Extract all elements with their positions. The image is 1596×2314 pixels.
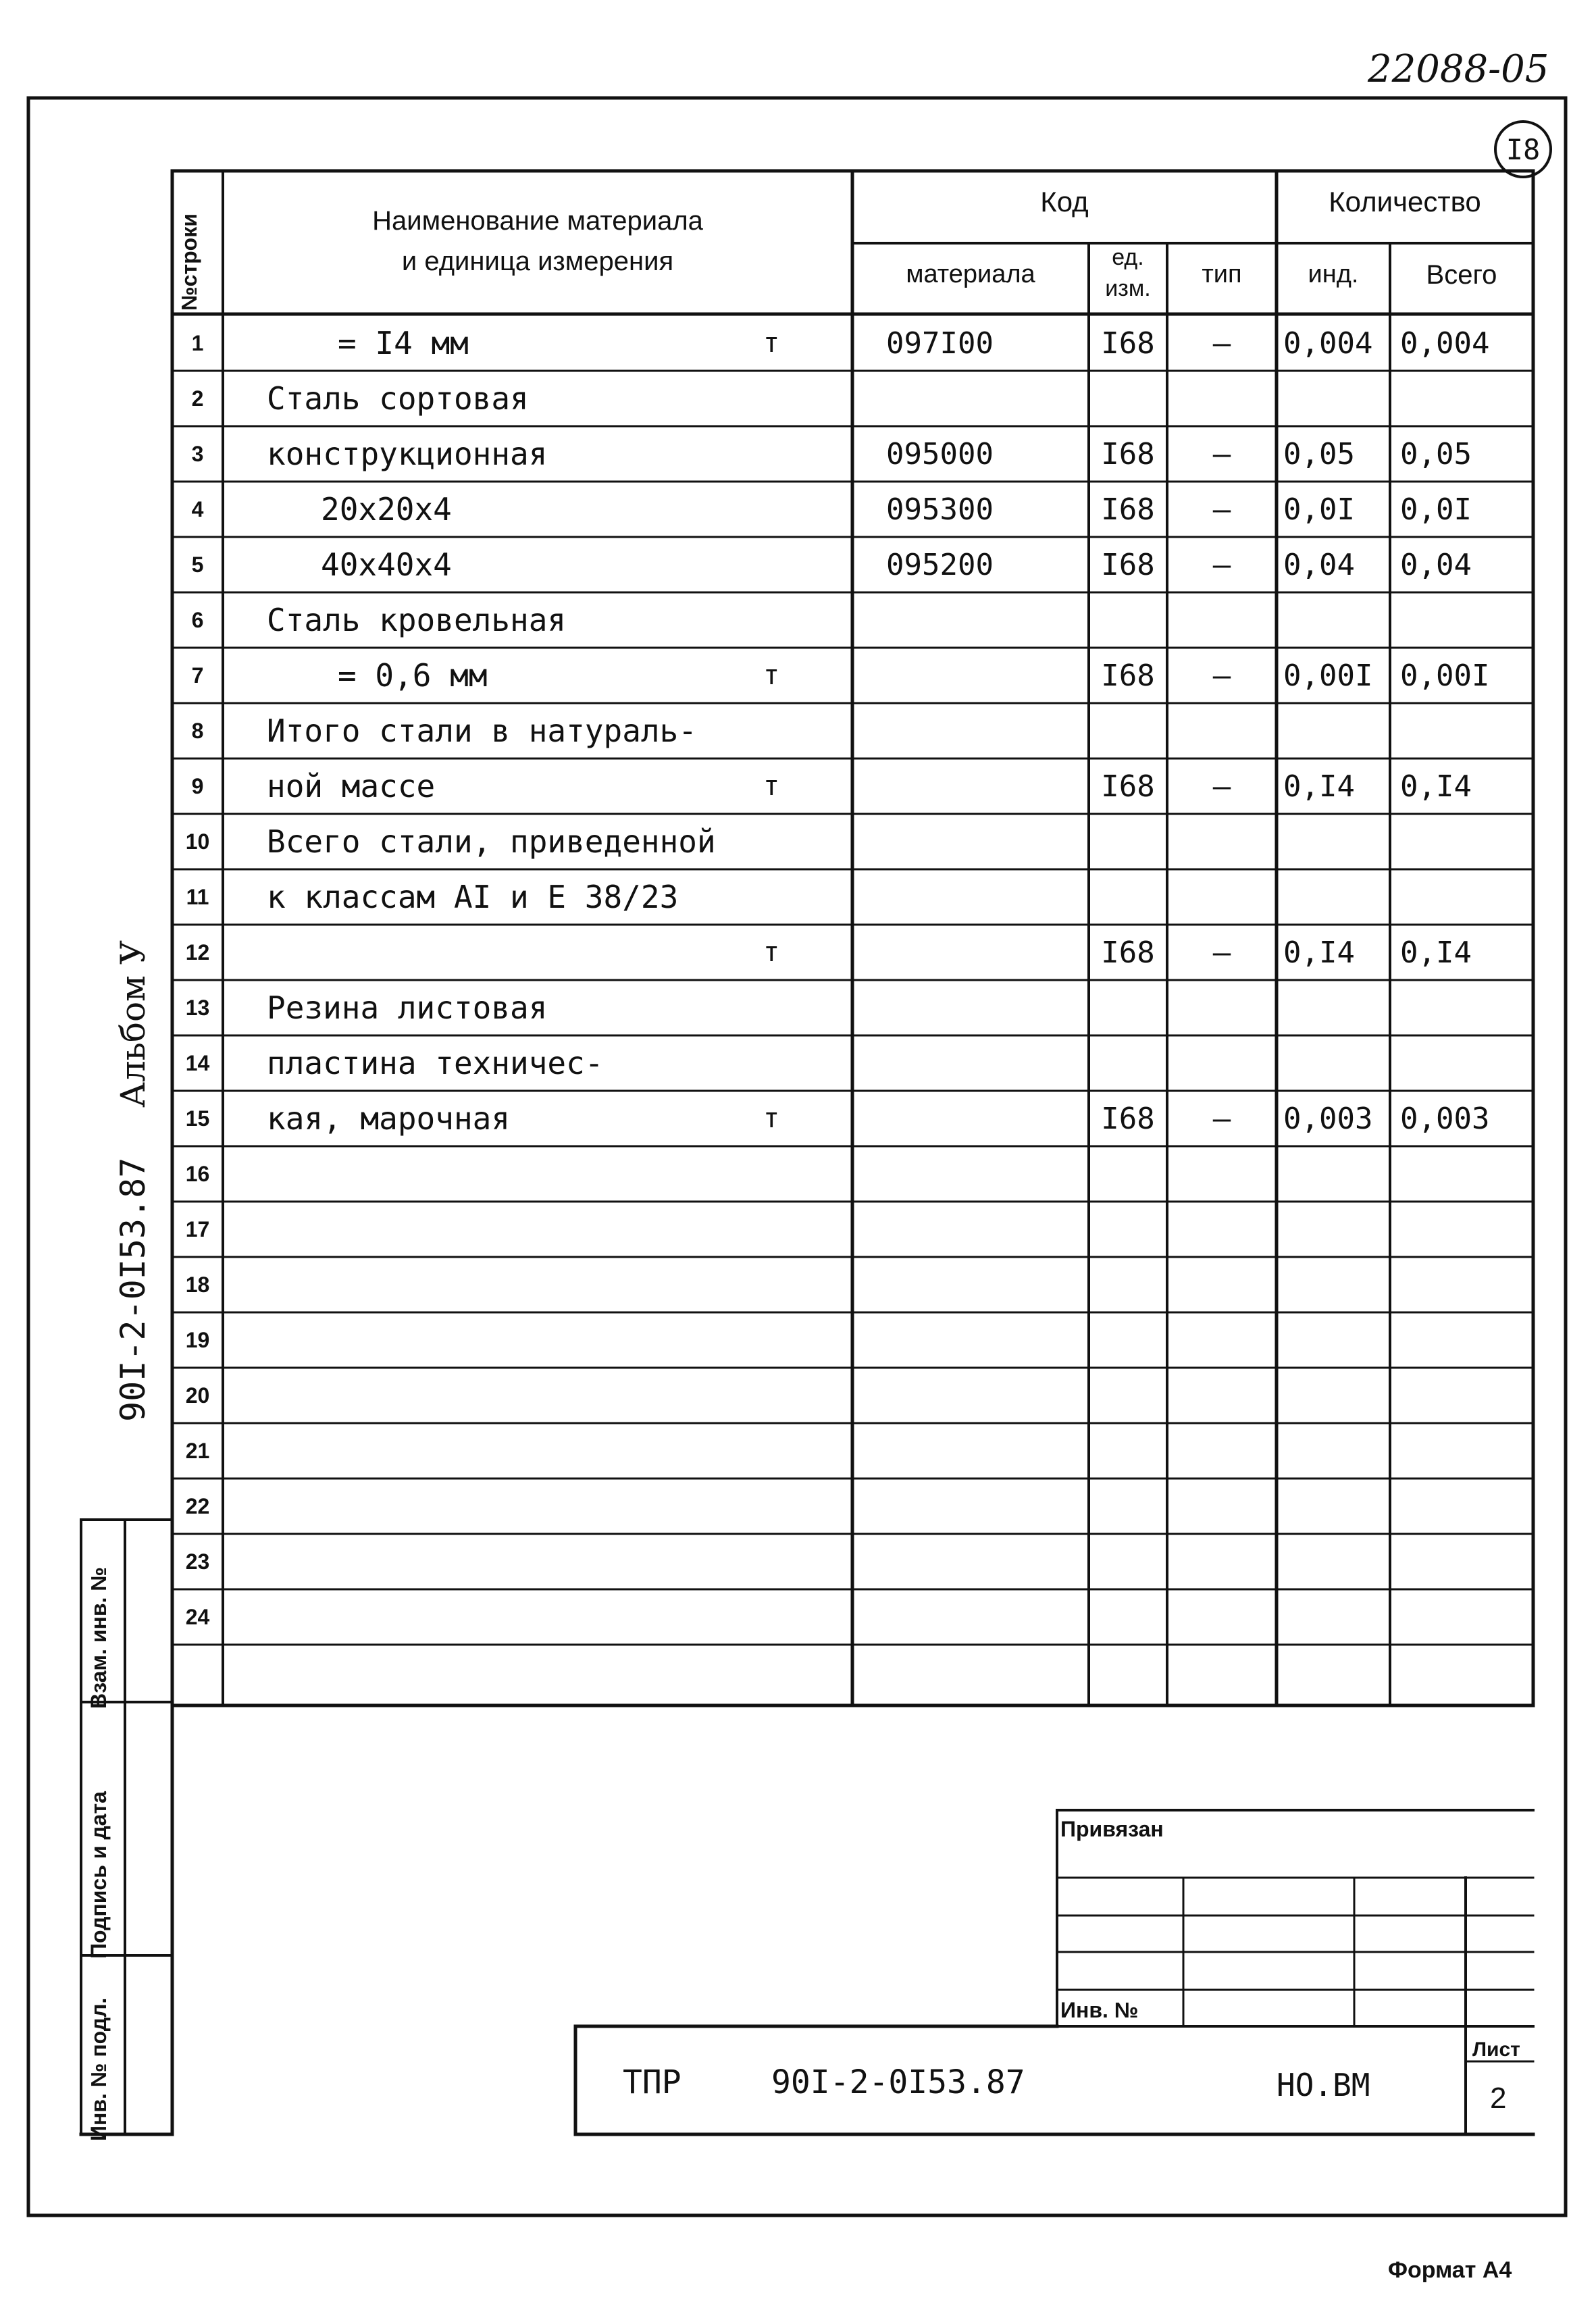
type-value: – <box>1212 658 1231 693</box>
unit-code: I68 <box>1101 769 1155 804</box>
unit-code <box>1089 1318 1167 1362</box>
row-number: 7 <box>191 663 204 688</box>
name-header-line1: Наименование материала <box>372 206 703 236</box>
type-value: – <box>1212 492 1231 527</box>
row-number: 21 <box>185 1438 210 1463</box>
name-header-line2: и единица измерения <box>401 247 674 276</box>
type-value: – <box>1212 326 1231 361</box>
row-number: 22 <box>185 1493 210 1518</box>
document-number: 22088-05 <box>1368 47 1549 91</box>
ind-value: 0,004 <box>1283 326 1373 361</box>
row-unit-letter: т <box>763 1103 780 1134</box>
unit-code: I68 <box>1101 326 1155 361</box>
ind-value: 0,I4 <box>1283 769 1355 804</box>
unit-code <box>1089 1539 1167 1584</box>
unit-code: I68 <box>1101 935 1155 970</box>
type-header: тип <box>1202 260 1242 288</box>
unit-code: I68 <box>1101 1101 1155 1136</box>
material-name: Всего стали, приведенной <box>267 823 716 860</box>
row-number: 6 <box>191 607 204 632</box>
ind-value: 0,0I <box>1283 492 1355 527</box>
ind-value: 0,05 <box>1283 436 1355 471</box>
row-unit-letter: т <box>763 328 780 359</box>
material-code: 095200 <box>886 547 994 582</box>
page-mark: I8 <box>1494 120 1552 178</box>
material-name: ной массе <box>267 768 436 804</box>
type-value <box>1167 985 1277 1030</box>
row-number: 5 <box>191 552 204 577</box>
type-value <box>1167 1152 1277 1196</box>
material-name: Сталь сортовая <box>267 380 529 417</box>
unit-code <box>1089 598 1167 642</box>
project-code-side: 90I-2-0I53.87 <box>113 1157 153 1422</box>
type-value: – <box>1212 769 1231 804</box>
row-number: 24 <box>185 1604 210 1629</box>
row-number: 9 <box>191 773 204 798</box>
type-value <box>1167 709 1277 753</box>
type-value <box>1167 1539 1277 1584</box>
type-value <box>1167 1484 1277 1528</box>
unit-code <box>1089 1595 1167 1639</box>
total-value: 0,04 <box>1400 547 1472 582</box>
unit-header-line2: изм. <box>1105 276 1151 301</box>
format-label: Формат А4 <box>1388 2257 1512 2283</box>
row-number: 16 <box>185 1161 210 1186</box>
material-name: = 0,6 мм <box>338 657 488 694</box>
type-value: – <box>1212 436 1231 471</box>
ind-value: 0,I4 <box>1283 935 1355 970</box>
ind-header: инд. <box>1308 260 1359 288</box>
unit-code <box>1089 1484 1167 1528</box>
row-number: 13 <box>185 995 210 1020</box>
stamp-inv-label: Инв. № <box>1060 1998 1139 2022</box>
unit-code <box>1089 875 1167 919</box>
total-header: Всего <box>1426 260 1497 290</box>
stamp-tpr: ТПР <box>623 2063 681 2101</box>
material-name: конструкционная <box>267 436 548 472</box>
type-value <box>1167 875 1277 919</box>
material-code: 097I00 <box>886 326 994 361</box>
unit-code <box>1089 1262 1167 1307</box>
material-name: Итого стали в натураль- <box>267 713 697 749</box>
type-value <box>1167 1595 1277 1639</box>
row-number: 11 <box>186 884 209 909</box>
row-number: 8 <box>191 718 204 743</box>
material-code: 095300 <box>886 492 994 527</box>
unit-code: I68 <box>1101 547 1155 582</box>
row-unit-letter: т <box>763 771 780 802</box>
attached-label: Привязан <box>1060 1817 1164 1841</box>
quantity-header: Количество <box>1329 186 1481 217</box>
type-value <box>1167 1262 1277 1307</box>
row-number: 19 <box>185 1327 210 1352</box>
unit-code: I68 <box>1101 492 1155 527</box>
total-value: 0,I4 <box>1400 769 1472 804</box>
row-number: 3 <box>191 441 204 466</box>
material-name: пластина техничес- <box>267 1045 604 1081</box>
sign-date-label: Подпись и дата <box>86 1791 111 1959</box>
material-name: Сталь кровельная <box>267 602 567 638</box>
row-number: 2 <box>191 386 204 411</box>
stamp-code: 90I-2-0I53.87 <box>771 2063 1025 2101</box>
type-value: – <box>1212 547 1231 582</box>
type-value: – <box>1212 1101 1231 1136</box>
row-number: 1 <box>191 330 204 355</box>
unit-code <box>1089 985 1167 1030</box>
row-number: 18 <box>185 1272 210 1297</box>
album-label: Альбом У <box>113 940 153 1108</box>
row-unit-letter: т <box>763 660 780 691</box>
total-value: 0,05 <box>1400 436 1472 471</box>
row-number: 15 <box>185 1106 210 1131</box>
unit-code <box>1089 376 1167 421</box>
total-value: 0,00I <box>1400 658 1490 693</box>
unit-code <box>1089 1041 1167 1085</box>
unit-code <box>1089 819 1167 864</box>
unit-code <box>1089 1429 1167 1473</box>
row-number: 14 <box>185 1050 210 1075</box>
type-value <box>1167 376 1277 421</box>
row-number: 17 <box>185 1216 210 1241</box>
vzam-inv-label: Взам. инв. № <box>86 1567 111 1709</box>
material-name: 40х40х4 <box>321 546 452 583</box>
row-number: 12 <box>185 940 210 965</box>
type-value <box>1167 819 1277 864</box>
ind-value: 0,003 <box>1283 1101 1373 1136</box>
type-value <box>1167 598 1277 642</box>
unit-code <box>1089 1207 1167 1252</box>
type-value <box>1167 1041 1277 1085</box>
unit-code: I68 <box>1101 658 1155 693</box>
row-number: 20 <box>185 1383 210 1408</box>
inv-podl-label: Инв. № подл. <box>86 1997 111 2141</box>
material-header: материала <box>906 260 1035 288</box>
unit-code <box>1089 1373 1167 1418</box>
unit-code: I68 <box>1101 436 1155 471</box>
type-value: – <box>1212 935 1231 970</box>
sheet-label: Лист <box>1472 2038 1520 2061</box>
material-code: 095000 <box>886 436 994 471</box>
material-name: к классам АI и Е 38/23 <box>267 879 679 915</box>
total-value: 0,I4 <box>1400 935 1472 970</box>
row-number: 10 <box>185 829 210 854</box>
total-value: 0,003 <box>1400 1101 1490 1136</box>
row-unit-letter: т <box>763 937 780 968</box>
ind-value: 0,00I <box>1283 658 1373 693</box>
row-number: 4 <box>191 496 204 521</box>
type-value <box>1167 1318 1277 1362</box>
total-value: 0,0I <box>1400 492 1472 527</box>
code-header: Код <box>1040 186 1089 217</box>
material-name: кая, марочная <box>267 1100 511 1137</box>
unit-code <box>1089 709 1167 753</box>
material-name: 20х20х4 <box>321 491 452 528</box>
line-number-header: №строки <box>177 213 201 311</box>
type-value <box>1167 1373 1277 1418</box>
row-number: 23 <box>185 1549 210 1574</box>
type-value <box>1167 1429 1277 1473</box>
material-name: Резина листовая <box>267 989 548 1026</box>
material-name: = I4 мм <box>338 325 469 361</box>
total-value: 0,004 <box>1400 326 1490 361</box>
stamp-mark: НО.ВМ <box>1277 2067 1370 2103</box>
unit-code <box>1089 1152 1167 1196</box>
unit-header-line1: ед. <box>1112 245 1144 270</box>
type-value <box>1167 1207 1277 1252</box>
ind-value: 0,04 <box>1283 547 1355 582</box>
sheet-number: 2 <box>1490 2082 1507 2115</box>
